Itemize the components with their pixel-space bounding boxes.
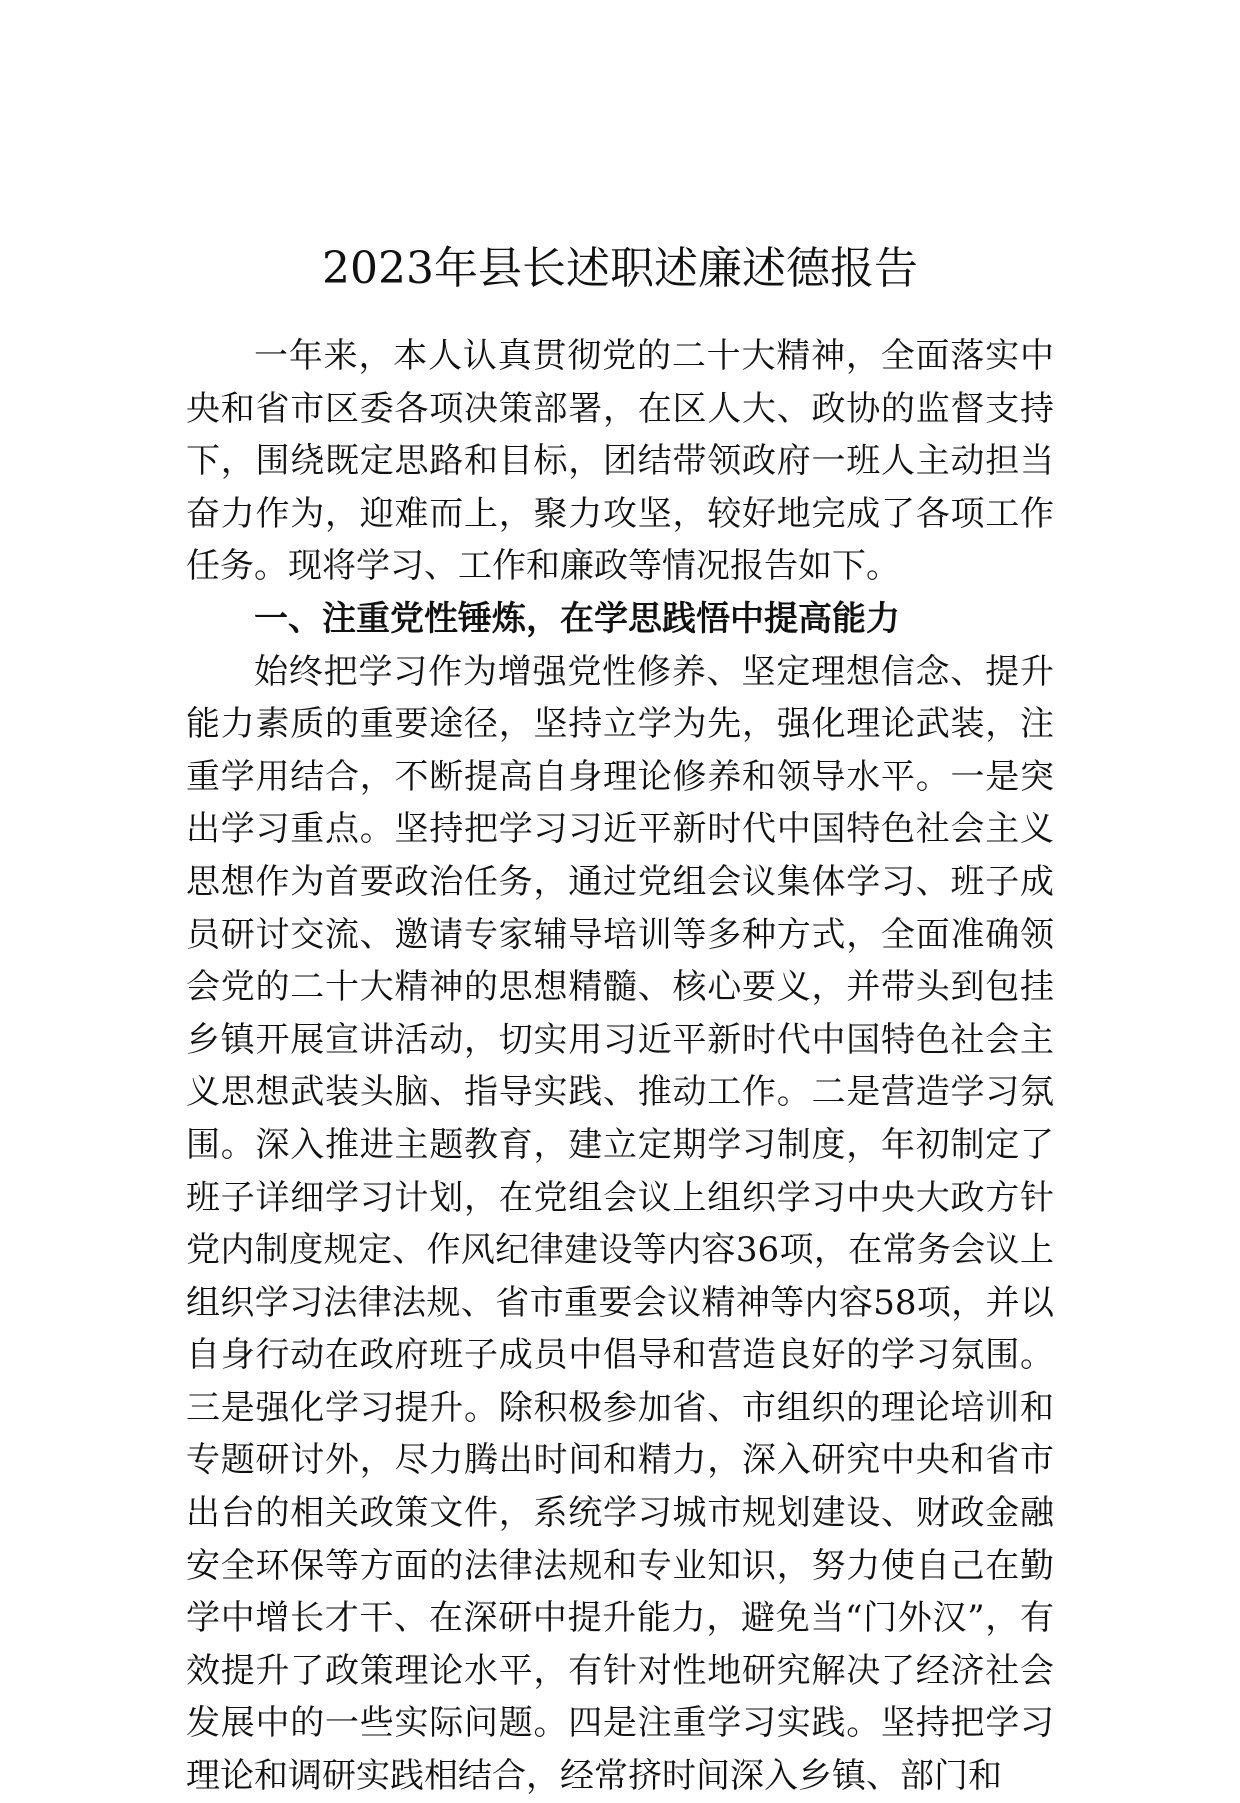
document-title: 2023年县长述职述廉述德报告 xyxy=(322,243,918,295)
document-body xyxy=(186,330,1054,1803)
section-1-heading: 一、注重党性锤炼，在学思践悟中提高能力 xyxy=(254,598,900,639)
intro-paragraph: 一年来，本人认真贯彻党的二十大精神，全面落实中央和省市区委各项决策部署，在区人大、政协的监督支持下，围绕既定思路和目标，团结带领政府一班人主动担当奋力作为，迎难而上，聚力攻坚，较好地完成了各项工作任务。现将学习、工作和廉政等情况报告如下。 xyxy=(186,336,1054,587)
section-1-paragraph: 始终把学习作为增强党性修养、坚定理想信念、提升能力素质的重要途径，坚持立学为先，强化理论武装，注重学用结合，不断提高自身理论修养和领导水平。一是突出学习重点。坚持把学习习近平新时代中国特色社会主义思想作为首要政治任务，通过党组会议集体学习、班子成员研讨交流、邀请专家辅导培训等多种方式，全面准确领会党的二十大精神的思想精髓、核心要义，并带头到包挂乡镇开展宣讲活动，切实用习近平新时代中国特色社会主义思想武装头脑、指导实践、推动工作。二是营造学习氛围。深入推进主题教育，建立定期学习制度，年初制定了班子详细学习计划，在党组会议上组织学习中央大政方针党内制度规定、作风纪律建设等内容36项，在常务会议上组织学习法律法规、省市重要会议精神等内容58项，并以自身行动在政府班子成员中倡导和营造良好的学习氛围。三是强化学习提升。除积极参加省、市组织的理论培训和专题研讨外，尽力腾出时间和精力，深入研究中央和省市出台的相关政策文件，系统学习城市规划建设、财政金融安全环保等方面的法律法规和专业知识，努力使自己在勤学中增长才干、在深研中提升能力，避免当“门外汉”，有效提升了政策理论水平，有针对性地研究解决了经济社会发展中的一些实际问题。四是注重学习实践。坚持把学习理论和调研实践相结合，经常挤时间深入乡镇、部门和 xyxy=(186,651,1054,1797)
